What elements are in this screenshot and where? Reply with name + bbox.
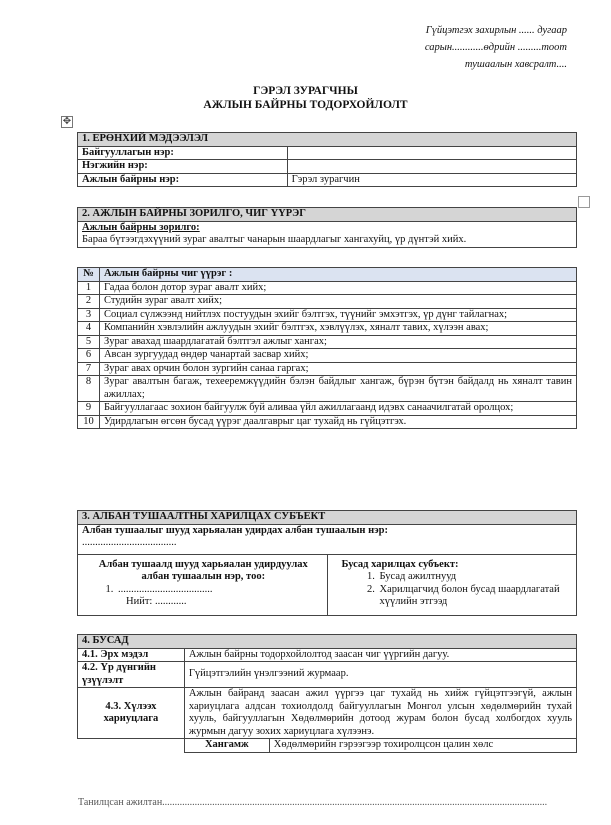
other-relation-item: 2. Харилцагчид болон бусад шаардлагатай хүүлийн этгээд [378,584,570,609]
table-row [78,322,577,336]
duties-number-header: № [78,268,100,282]
section-relations [77,510,577,616]
table-resize-handle[interactable] [578,196,590,208]
approval-note [367,22,567,73]
duty-text[interactable]: Гадаа болон дотор зураг авалт хийх; [99,281,576,295]
duty-text[interactable]: Зураг авах орчин болон зургийн санаа гаргах; [99,362,576,376]
kpi-value[interactable]: Гүйцэтгэлийн үнэлгээний журмаар. [184,662,576,688]
approval-line-3: тушаалын хавсралт.... [464,59,567,70]
approval-line-2: сарын............өдрийн .........тоот [424,42,567,53]
duty-text[interactable]: Зураг авахад шаардлагатай бэлтгэл ажлыг хангах; [99,335,576,349]
section-1-heading: 1. ЕРӨНХИЙ МЭДЭЭЛЭЛ [78,133,577,147]
section-2-heading: 2. АЖЛЫН БАЙРНЫ ЗОРИЛГО, ЧИГ ҮҮРЭГ [78,208,577,222]
responsibility-value[interactable]: Ажлын байранд заасан ажил үүргээ цаг тухайд нь хийж гүйцэтгээгүй, ажлын хариуцлага алдсан тохиолдолд байгууллагын Монгол улсын хөдөлмөрийн тухай хууль, байгууллагын Хөдөлмөрийн дотоод журам болон бусад холбогдох хууль журмын дагуу зохих хариуцлага хүлээнэ. [184,688,576,739]
table-row [78,362,577,376]
other-relations-list [342,571,570,609]
position-name-label: Ажлын байрны нэр: [78,173,288,187]
duties-table [77,267,577,429]
duty-number: 6 [78,349,100,363]
position-name-value[interactable]: Гэрэл зурагчин [287,173,576,187]
duty-number: 8 [78,376,100,402]
subordinates-label: Албан тушаалд шууд харьяалан удирдуулах албан тушаалын нэр, тоо: [98,558,308,582]
approval-line-1: Гүйцэтгэх захирлын ...... дугаар [425,25,567,36]
superior-label: Албан тушаалыг шууд харьяалан удирдах албан тушаалын нэр: [82,524,388,536]
title-line-2: АЖЛЫН БАЙРНЫ ТОДОРХОЙЛОЛТ [203,99,408,111]
section-other [77,634,577,753]
duty-number: 3 [78,308,100,322]
table-row [78,349,577,363]
section-4-heading: 4. БУСАД [78,635,577,649]
unit-name-value[interactable] [287,160,576,174]
duty-text[interactable]: Компанийн хэвлэлийн ажлуудын эхийг бэлтгэх, хэвлүүлэх, хяналт тавих, хүлээн авах; [99,322,576,336]
duty-number: 1 [78,281,100,295]
goal-label: Ажлын байрны зорилго: [78,221,577,234]
guarantee-label: Хангамж [184,739,269,753]
duty-text[interactable]: Удирдлагын өгсөн бусад үүрэг даалгаврыг цаг тухайд нь гүйцэтгэх. [99,415,576,429]
table-row [78,281,577,295]
acknowledgement-line: Танилцсан ажилтан.......................................................................................................................................................... [78,797,548,808]
org-name-value[interactable] [287,146,576,160]
duty-number: 5 [78,335,100,349]
other-relation-item: 1. Бусад ажилтнууд [378,571,570,584]
table-row [78,308,577,322]
responsibility-label: 4.3. Хүлээх хариуцлага [78,688,185,739]
table-row [78,295,577,309]
guarantee-value[interactable]: Хөдөлмөрийн гэрээгээр тохиролцсон цалин хөлс [269,739,576,753]
subordinate-item[interactable]: 1. .................................... [116,584,321,597]
table-move-handle-icon[interactable]: ✥ [62,116,72,127]
duty-text[interactable]: Зураг авалтын багаж, техееремжүүдийн бэлэн байдлыг хангаж, бүрэн бүтэн байдалд нь хяналт тавин ажиллах; [99,376,576,402]
org-name-label: Байгууллагын нэр: [78,146,288,160]
authority-value[interactable]: Ажлын байрны тодорхойлолтод заасан чиг үүргийн дагуу. [184,648,576,662]
authority-label: 4.1. Эрх мэдэл [78,648,185,662]
duty-number: 10 [78,415,100,429]
other-relations-label: Бусад харилцах субъект: [341,558,459,570]
section-goal [77,207,577,248]
duties-title-header: Ажлын байрны чиг үүрэг : [99,268,576,282]
title-line-1: ГЭРЭЛ ЗУРАГЧНЫ [253,85,358,97]
duty-number: 7 [78,362,100,376]
duty-number: 4 [78,322,100,336]
superior-value[interactable]: .................................... [82,537,177,548]
unit-name-label: Нэгжийн нэр: [78,160,288,174]
subordinates-count[interactable]: Нийт: ............ [126,596,187,607]
table-row [78,415,577,429]
duty-text[interactable]: Социал сүлжээнд нийтлэх постуудын эхийг бэлтгэх, түүнийг эмхэтгэх, үр дүнг тайлагнах; [99,308,576,322]
table-row [78,376,577,402]
table-row [78,335,577,349]
kpi-label: 4.2. Үр дүнгийн үзүүлэлт [78,662,185,688]
duty-number: 9 [78,402,100,416]
duty-text[interactable]: Студийн зураг авалт хийх; [99,295,576,309]
duty-number: 2 [78,295,100,309]
section-3-heading: 3. АЛБАН ТУШААЛТНЫ ХАРИЛЦАХ СУБЪЕКТ [78,511,577,525]
duty-text[interactable]: Байгууллагаас зохион байгуулж буй аливаа үйл ажиллагаанд идэвх санаачилгатай оролцох; [99,402,576,416]
duty-text[interactable]: Авсан зургуудад өндөр чанартай засвар хийх; [99,349,576,363]
table-row [78,402,577,416]
document-title [0,84,611,112]
goal-text[interactable]: Бараа бүтээгдэхүүний зураг авалтыг чанарын шаардлагыг хангахуйц, үр дүнтэй хийх. [78,234,577,247]
section-general-info [77,132,577,187]
subordinates-list [86,584,321,597]
